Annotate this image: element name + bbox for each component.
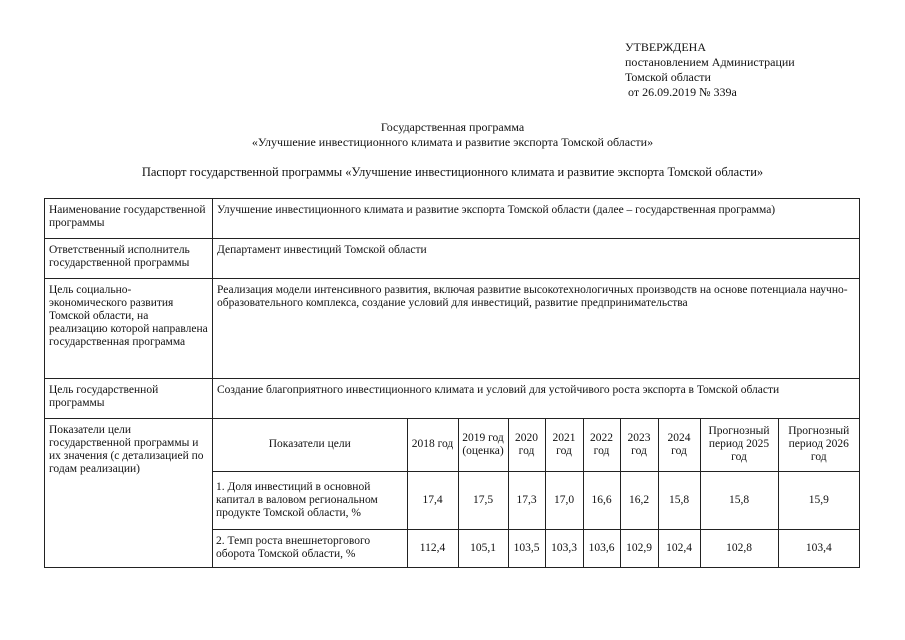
indicator-row bbox=[213, 471, 859, 529]
row-value: Создание благоприятного инвестиционного климата и условий для устойчивого роста экспорта в Томской области bbox=[213, 379, 860, 419]
year-header: Прогнозный период 2025 год bbox=[700, 419, 778, 471]
approval-date: от 26.09.2019 № 339а bbox=[628, 85, 737, 99]
year-header: 2022 год bbox=[583, 419, 620, 471]
row-value: Департамент инвестиций Томской области bbox=[213, 239, 860, 279]
approval-stamp bbox=[625, 40, 795, 100]
table-row bbox=[45, 199, 860, 239]
year-header: 2021 год bbox=[545, 419, 583, 471]
approval-line: постановлением Администрации bbox=[625, 55, 795, 69]
indicator-name: 1. Доля инвестиций в основной капитал в валовом региональном продукте Томской области, % bbox=[213, 471, 407, 529]
year-header: 2023 год bbox=[620, 419, 658, 471]
row-label: Ответственный исполнитель государственной программы bbox=[45, 239, 213, 279]
program-title bbox=[0, 120, 905, 150]
indicator-value: 17,4 bbox=[407, 471, 458, 529]
year-header: Прогнозный период 2026 год bbox=[778, 419, 859, 471]
indicator-value: 17,3 bbox=[508, 471, 545, 529]
passport-table bbox=[44, 198, 860, 568]
row-label: Наименование государственной программы bbox=[45, 199, 213, 239]
row-value: Реализация модели интенсивного развития, включая развитие высокотехнологичных производств на основе потенциала научно-образовательного комплекса, создание условий для инвестиций, развитие предпринимательства bbox=[213, 279, 860, 379]
indicator-value: 15,8 bbox=[658, 471, 700, 529]
year-header: 2019 год (оценка) bbox=[458, 419, 508, 471]
row-label: Цель государственной программы bbox=[45, 379, 213, 419]
indicator-value: 112,4 bbox=[407, 529, 458, 567]
indicators-cell bbox=[213, 419, 860, 568]
passport-title: Паспорт государственной программы «Улучшение инвестиционного климата и развитие экспорта Томской области» bbox=[141, 165, 764, 179]
indicators-header-row bbox=[213, 419, 859, 471]
indicator-value: 15,8 bbox=[700, 471, 778, 529]
approval-line: Томской области bbox=[625, 70, 711, 84]
indicator-value: 102,4 bbox=[658, 529, 700, 567]
approval-title: УТВЕРЖДЕНА bbox=[625, 40, 707, 54]
indicator-value: 102,9 bbox=[620, 529, 658, 567]
year-header: 2024 год bbox=[658, 419, 700, 471]
indicator-value: 15,9 bbox=[778, 471, 859, 529]
table-row bbox=[45, 279, 860, 379]
table-row bbox=[45, 419, 860, 568]
indicator-row bbox=[213, 529, 859, 567]
row-label: Цель социально-экономического развития Томской области, на реализацию которой направлена государственная программа bbox=[45, 279, 213, 379]
program-title-line: Государственная программа bbox=[380, 120, 525, 134]
indicator-value: 103,6 bbox=[583, 529, 620, 567]
indicator-value: 103,3 bbox=[545, 529, 583, 567]
indicator-value: 17,0 bbox=[545, 471, 583, 529]
program-title-line: «Улучшение инвестиционного климата и развитие экспорта Томской области» bbox=[251, 135, 654, 149]
row-label: Показатели цели государственной программы и их значения (с детализацией по годам реализации) bbox=[45, 419, 213, 568]
indicator-header: Показатели цели bbox=[213, 419, 407, 471]
indicator-value: 16,2 bbox=[620, 471, 658, 529]
year-header: 2018 год bbox=[407, 419, 458, 471]
row-value: Улучшение инвестиционного климата и развитие экспорта Томской области (далее – государственная программа) bbox=[213, 199, 860, 239]
table-row bbox=[45, 379, 860, 419]
indicator-value: 102,8 bbox=[700, 529, 778, 567]
indicator-value: 103,5 bbox=[508, 529, 545, 567]
indicators-table bbox=[213, 419, 859, 567]
indicator-value: 105,1 bbox=[458, 529, 508, 567]
indicator-name: 2. Темп роста внешнеторгового оборота Томской области, % bbox=[213, 529, 407, 567]
table-row bbox=[45, 239, 860, 279]
indicator-value: 17,5 bbox=[458, 471, 508, 529]
year-header: 2020 год bbox=[508, 419, 545, 471]
indicator-value: 16,6 bbox=[583, 471, 620, 529]
indicator-value: 103,4 bbox=[778, 529, 859, 567]
